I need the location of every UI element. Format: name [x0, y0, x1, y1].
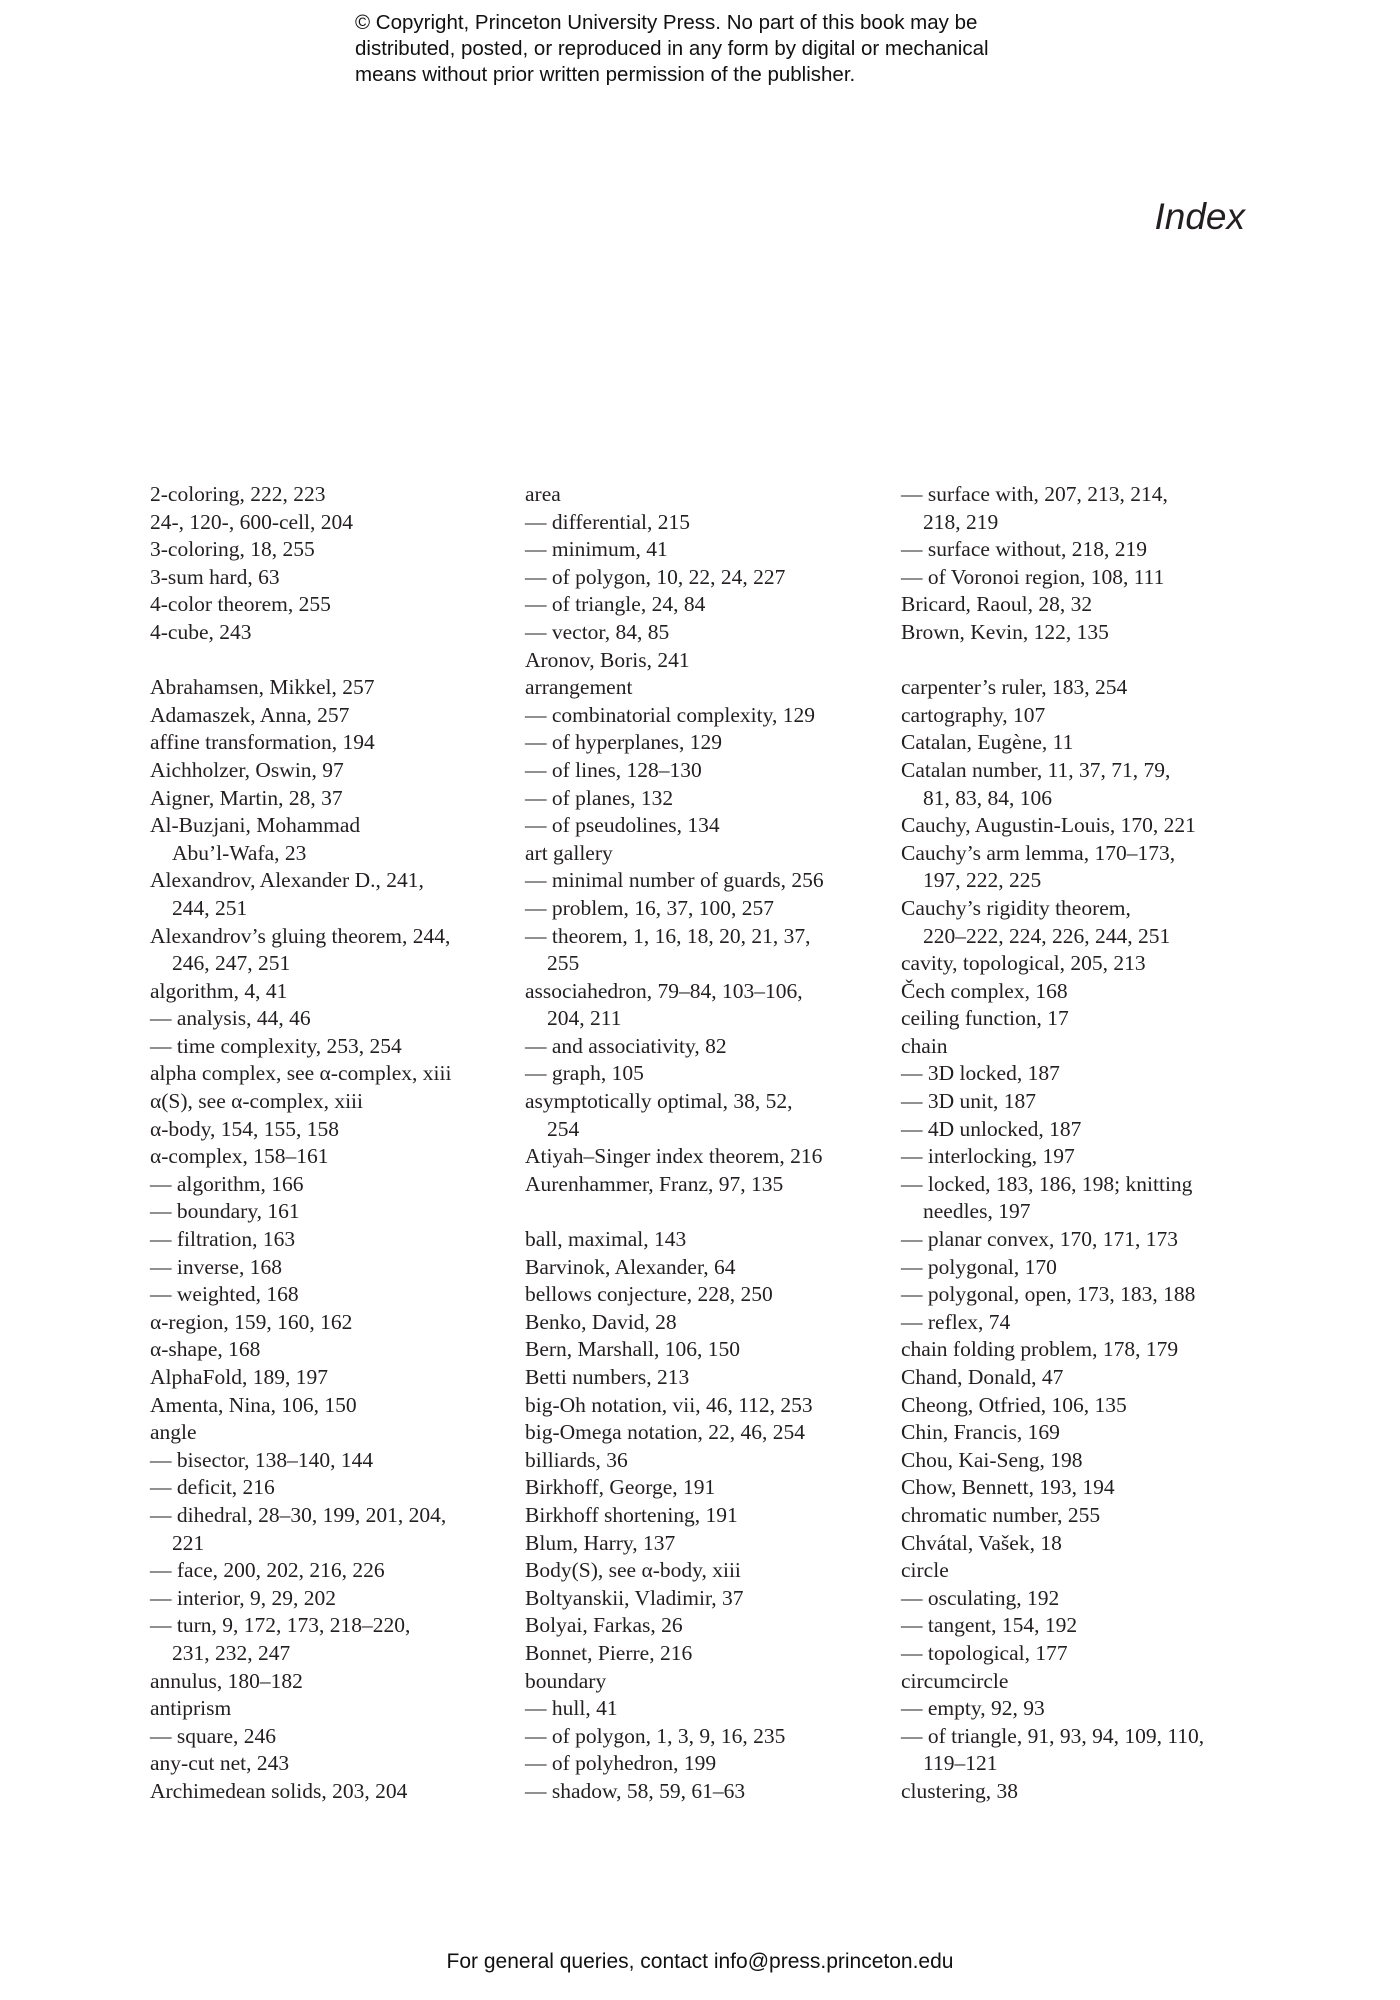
- index-entry: 231, 232, 247: [172, 1640, 291, 1665]
- index-entry: — osculating, 192: [901, 1585, 1060, 1610]
- index-entry: — polygonal, 170: [901, 1254, 1057, 1279]
- index-entry: billiards, 36: [525, 1447, 628, 1472]
- index-entry: 246, 247, 251: [172, 951, 291, 976]
- index-entry: — of polygon, 1, 3, 9, 16, 235: [525, 1723, 786, 1748]
- index-entry: α-region, 159, 160, 162: [150, 1309, 353, 1334]
- index-entry: 244, 251: [172, 895, 248, 920]
- index-entry: Aurenhammer, Franz, 97, 135: [525, 1171, 784, 1196]
- index-entry: cavity, topological, 205, 213: [901, 951, 1146, 976]
- index-entry: circumcircle: [901, 1668, 1009, 1693]
- copyright-line: means without prior written permission of the publisher.: [355, 63, 856, 86]
- index-entry: Blum, Harry, 137: [525, 1530, 676, 1555]
- index-entry: 4-color theorem, 255: [150, 592, 331, 617]
- index-entry: — and associativity, 82: [525, 1033, 727, 1058]
- index-entry: Boltyanskii, Vladimir, 37: [525, 1585, 744, 1610]
- copyright-notice: [355, 10, 1115, 88]
- index-entry: big-Omega notation, 22, 46, 254: [525, 1420, 806, 1445]
- index-entry: — of lines, 128–130: [525, 757, 702, 782]
- index-entry: Al-Buzjani, Mohammad: [150, 813, 361, 838]
- page-title: Index: [1154, 196, 1245, 237]
- index-entry: 3-sum hard, 63: [150, 564, 280, 589]
- index-entry: α-shape, 168: [150, 1337, 261, 1362]
- index-entry: 221: [172, 1530, 205, 1555]
- index-entry: — of triangle, 91, 93, 94, 109, 110,: [901, 1723, 1205, 1748]
- index-entry: — 3D unit, 187: [901, 1089, 1036, 1114]
- index-entry: Chvátal, Vašek, 18: [901, 1530, 1062, 1555]
- index-entry: asymptotically optimal, 38, 52,: [525, 1089, 793, 1114]
- index-entry: Atiyah–Singer index theorem, 216: [525, 1144, 823, 1169]
- index-entry: Bonnet, Pierre, 216: [525, 1640, 693, 1665]
- index-entry: — minimum, 41: [525, 537, 668, 562]
- index-entry: affine transformation, 194: [150, 730, 375, 755]
- index-entry: — of pseudolines, 134: [525, 813, 720, 838]
- index-entry: 197, 222, 225: [923, 868, 1042, 893]
- index-entry: Catalan number, 11, 37, 71, 79,: [901, 757, 1171, 782]
- index-entry: — of polygon, 10, 22, 24, 227: [525, 564, 786, 589]
- index-entry: — dihedral, 28–30, 199, 201, 204,: [150, 1502, 447, 1527]
- index-entry: Body(S), see α-body, xiii: [525, 1558, 741, 1583]
- index-entry: — interior, 9, 29, 202: [150, 1585, 337, 1610]
- index-entry: Cauchy, Augustin-Louis, 170, 221: [901, 813, 1196, 838]
- index-entry: Cauchy’s arm lemma, 170–173,: [901, 840, 1176, 865]
- index-entry: — of planes, 132: [525, 785, 674, 810]
- index-entry: — planar convex, 170, 171, 173: [901, 1227, 1179, 1252]
- index-entry: α-complex, 158–161: [150, 1144, 329, 1169]
- index-entry: AlphaFold, 189, 197: [150, 1365, 328, 1389]
- index-entry: — tangent, 154, 192: [901, 1613, 1078, 1638]
- copyright-line: distributed, posted, or reproduced in any form by digital or mechanical: [355, 37, 989, 60]
- index-entry: — square, 246: [150, 1723, 276, 1748]
- index-entry: bellows conjecture, 228, 250: [525, 1282, 773, 1307]
- index-entry: 3-coloring, 18, 255: [150, 537, 315, 562]
- index-entry: — filtration, 163: [150, 1227, 296, 1252]
- index-entry: — of Voronoi region, 108, 111: [901, 564, 1165, 589]
- index-entry: Adamaszek, Anna, 257: [150, 702, 350, 727]
- index-entry: 24-, 120-, 600-cell, 204: [150, 509, 354, 534]
- index-entry: Aigner, Martin, 28, 37: [150, 785, 343, 810]
- index-entry: — theorem, 1, 16, 18, 20, 21, 37,: [525, 923, 811, 948]
- index-entry: 204, 211: [547, 1006, 622, 1031]
- index-entry: chromatic number, 255: [901, 1502, 1101, 1527]
- index-entry: 255: [547, 951, 580, 976]
- index-entry: 218, 219: [923, 509, 999, 534]
- index-entry: clustering, 38: [901, 1778, 1019, 1803]
- index-entry: — shadow, 58, 59, 61–63: [525, 1778, 746, 1803]
- index-column-3: [901, 481, 1271, 1806]
- index-entry: any-cut net, 243: [150, 1751, 290, 1776]
- index-entry: — face, 200, 202, 216, 226: [150, 1558, 385, 1583]
- index-entry: 81, 83, 84, 106: [923, 785, 1052, 810]
- index-entry: — inverse, 168: [150, 1254, 282, 1279]
- index-entry: 119–121: [923, 1751, 998, 1776]
- index-entry: Bolyai, Farkas, 26: [525, 1613, 683, 1638]
- index-entry: Cauchy’s rigidity theorem,: [901, 895, 1131, 920]
- index-entry: — turn, 9, 172, 173, 218–220,: [150, 1613, 411, 1638]
- index-entry: Benko, David, 28: [525, 1309, 677, 1334]
- index-entry: — weighted, 168: [150, 1282, 299, 1307]
- index-entry: — locked, 183, 186, 198; knitting: [901, 1171, 1193, 1196]
- index-entry: Chow, Bennett, 193, 194: [901, 1475, 1115, 1500]
- index-column-1: [150, 481, 520, 1806]
- index-entry: Amenta, Nina, 106, 150: [150, 1392, 357, 1417]
- index-entry: α-body, 154, 155, 158: [150, 1116, 340, 1141]
- index-entry: Chin, Francis, 169: [901, 1420, 1060, 1445]
- index-entry: [525, 1198, 895, 1226]
- index-entry: associahedron, 79–84, 103–106,: [525, 978, 803, 1003]
- index-entry: antiprism: [150, 1696, 232, 1721]
- index-entry: — polygonal, open, 173, 183, 188: [901, 1282, 1196, 1307]
- index-entry: Alexandrov, Alexander D., 241,: [150, 868, 424, 893]
- index-entry: boundary: [525, 1668, 607, 1693]
- index-entry: — analysis, 44, 46: [150, 1006, 311, 1031]
- index-entry: [150, 647, 520, 675]
- index-entry: — algorithm, 166: [150, 1171, 304, 1196]
- index-entry: chain: [901, 1033, 948, 1058]
- index-entry: ball, maximal, 143: [525, 1227, 687, 1252]
- index-entry: carpenter’s ruler, 183, 254: [901, 675, 1128, 700]
- index-entry: Aichholzer, Oswin, 97: [150, 757, 344, 782]
- index-entry: [901, 647, 1271, 675]
- index-entry: algorithm, 4, 41: [150, 978, 288, 1003]
- index-entry: Birkhoff shortening, 191: [525, 1502, 738, 1527]
- index-entry: Archimedean solids, 203, 204: [150, 1778, 408, 1803]
- index-entry: 254: [547, 1116, 580, 1141]
- index-entry: 220–222, 224, 226, 244, 251: [923, 923, 1171, 948]
- index-entry: — interlocking, 197: [901, 1144, 1075, 1169]
- index-entry: — of hyperplanes, 129: [525, 730, 723, 755]
- index-entry: Chand, Donald, 47: [901, 1365, 1064, 1389]
- index-entry: Birkhoff, George, 191: [525, 1475, 716, 1500]
- index-entry: circle: [901, 1558, 949, 1583]
- index-entry: — reflex, 74: [901, 1309, 1011, 1334]
- index-entry: — 3D locked, 187: [901, 1061, 1060, 1086]
- index-entry: Brown, Kevin, 122, 135: [901, 619, 1109, 644]
- index-entry: — surface without, 218, 219: [901, 537, 1148, 562]
- index-entry: annulus, 180–182: [150, 1668, 303, 1693]
- index-entry: Barvinok, Alexander, 64: [525, 1254, 736, 1279]
- index-entry: Alexandrov’s gluing theorem, 244,: [150, 923, 451, 948]
- index-entry: α(S), see α-complex, xiii: [150, 1089, 363, 1114]
- index-column-2: [525, 481, 895, 1806]
- footer-contact: For general queries, contact info@press.princeton.edu: [446, 1950, 954, 1973]
- index-entry: — minimal number of guards, 256: [525, 868, 824, 893]
- index-entry: Bern, Marshall, 106, 150: [525, 1337, 740, 1362]
- index-entry: arrangement: [525, 675, 633, 700]
- index-entry: area: [525, 482, 561, 506]
- index-entry: alpha complex, see α-complex, xiii: [150, 1061, 452, 1086]
- index-entry: Bricard, Raoul, 28, 32: [901, 592, 1093, 617]
- index-entry: big-Oh notation, vii, 46, 112, 253: [525, 1392, 813, 1417]
- index-entry: 2-coloring, 222, 223: [150, 482, 326, 506]
- copyright-line: © Copyright, Princeton University Press. No part of this book may be: [355, 11, 978, 34]
- index-entry: — of polyhedron, 199: [525, 1751, 717, 1776]
- index-entry: cartography, 107: [901, 702, 1046, 727]
- index-entry: Abu’l-Wafa, 23: [172, 840, 307, 865]
- index-entry: Chou, Kai-Seng, 198: [901, 1447, 1083, 1472]
- index-entry: — 4D unlocked, 187: [901, 1116, 1082, 1141]
- index-entry: — differential, 215: [525, 509, 690, 534]
- index-entry: Aronov, Boris, 241: [525, 647, 690, 672]
- index-entry: — surface with, 207, 213, 214,: [901, 482, 1168, 506]
- index-entry: art gallery: [525, 840, 613, 865]
- index-entry: — time complexity, 253, 254: [150, 1033, 402, 1058]
- index-entry: Čech complex, 168: [901, 978, 1068, 1003]
- index-entry: Betti numbers, 213: [525, 1365, 690, 1389]
- index-entry: — bisector, 138–140, 144: [150, 1447, 374, 1472]
- index-entry: Abrahamsen, Mikkel, 257: [150, 675, 375, 700]
- index-entry: Catalan, Eugène, 11: [901, 730, 1074, 755]
- index-entry: — empty, 92, 93: [901, 1696, 1045, 1721]
- index-entry: — hull, 41: [525, 1696, 618, 1721]
- index-entry: angle: [150, 1420, 197, 1445]
- index-entry: — problem, 16, 37, 100, 257: [525, 895, 775, 920]
- index-entry: — of triangle, 24, 84: [525, 592, 706, 617]
- index-entry: — boundary, 161: [150, 1199, 300, 1224]
- index-entry: needles, 197: [923, 1199, 1031, 1224]
- index-entry: — topological, 177: [901, 1640, 1068, 1665]
- index-entry: Cheong, Otfried, 106, 135: [901, 1392, 1127, 1417]
- index-entry: — vector, 84, 85: [525, 619, 670, 644]
- index-entry: — graph, 105: [525, 1061, 644, 1086]
- index-entry: 4-cube, 243: [150, 619, 252, 644]
- index-entry: — combinatorial complexity, 129: [525, 702, 815, 727]
- index-entry: chain folding problem, 178, 179: [901, 1337, 1179, 1362]
- index-entry: — deficit, 216: [150, 1475, 275, 1500]
- index-entry: ceiling function, 17: [901, 1006, 1069, 1031]
